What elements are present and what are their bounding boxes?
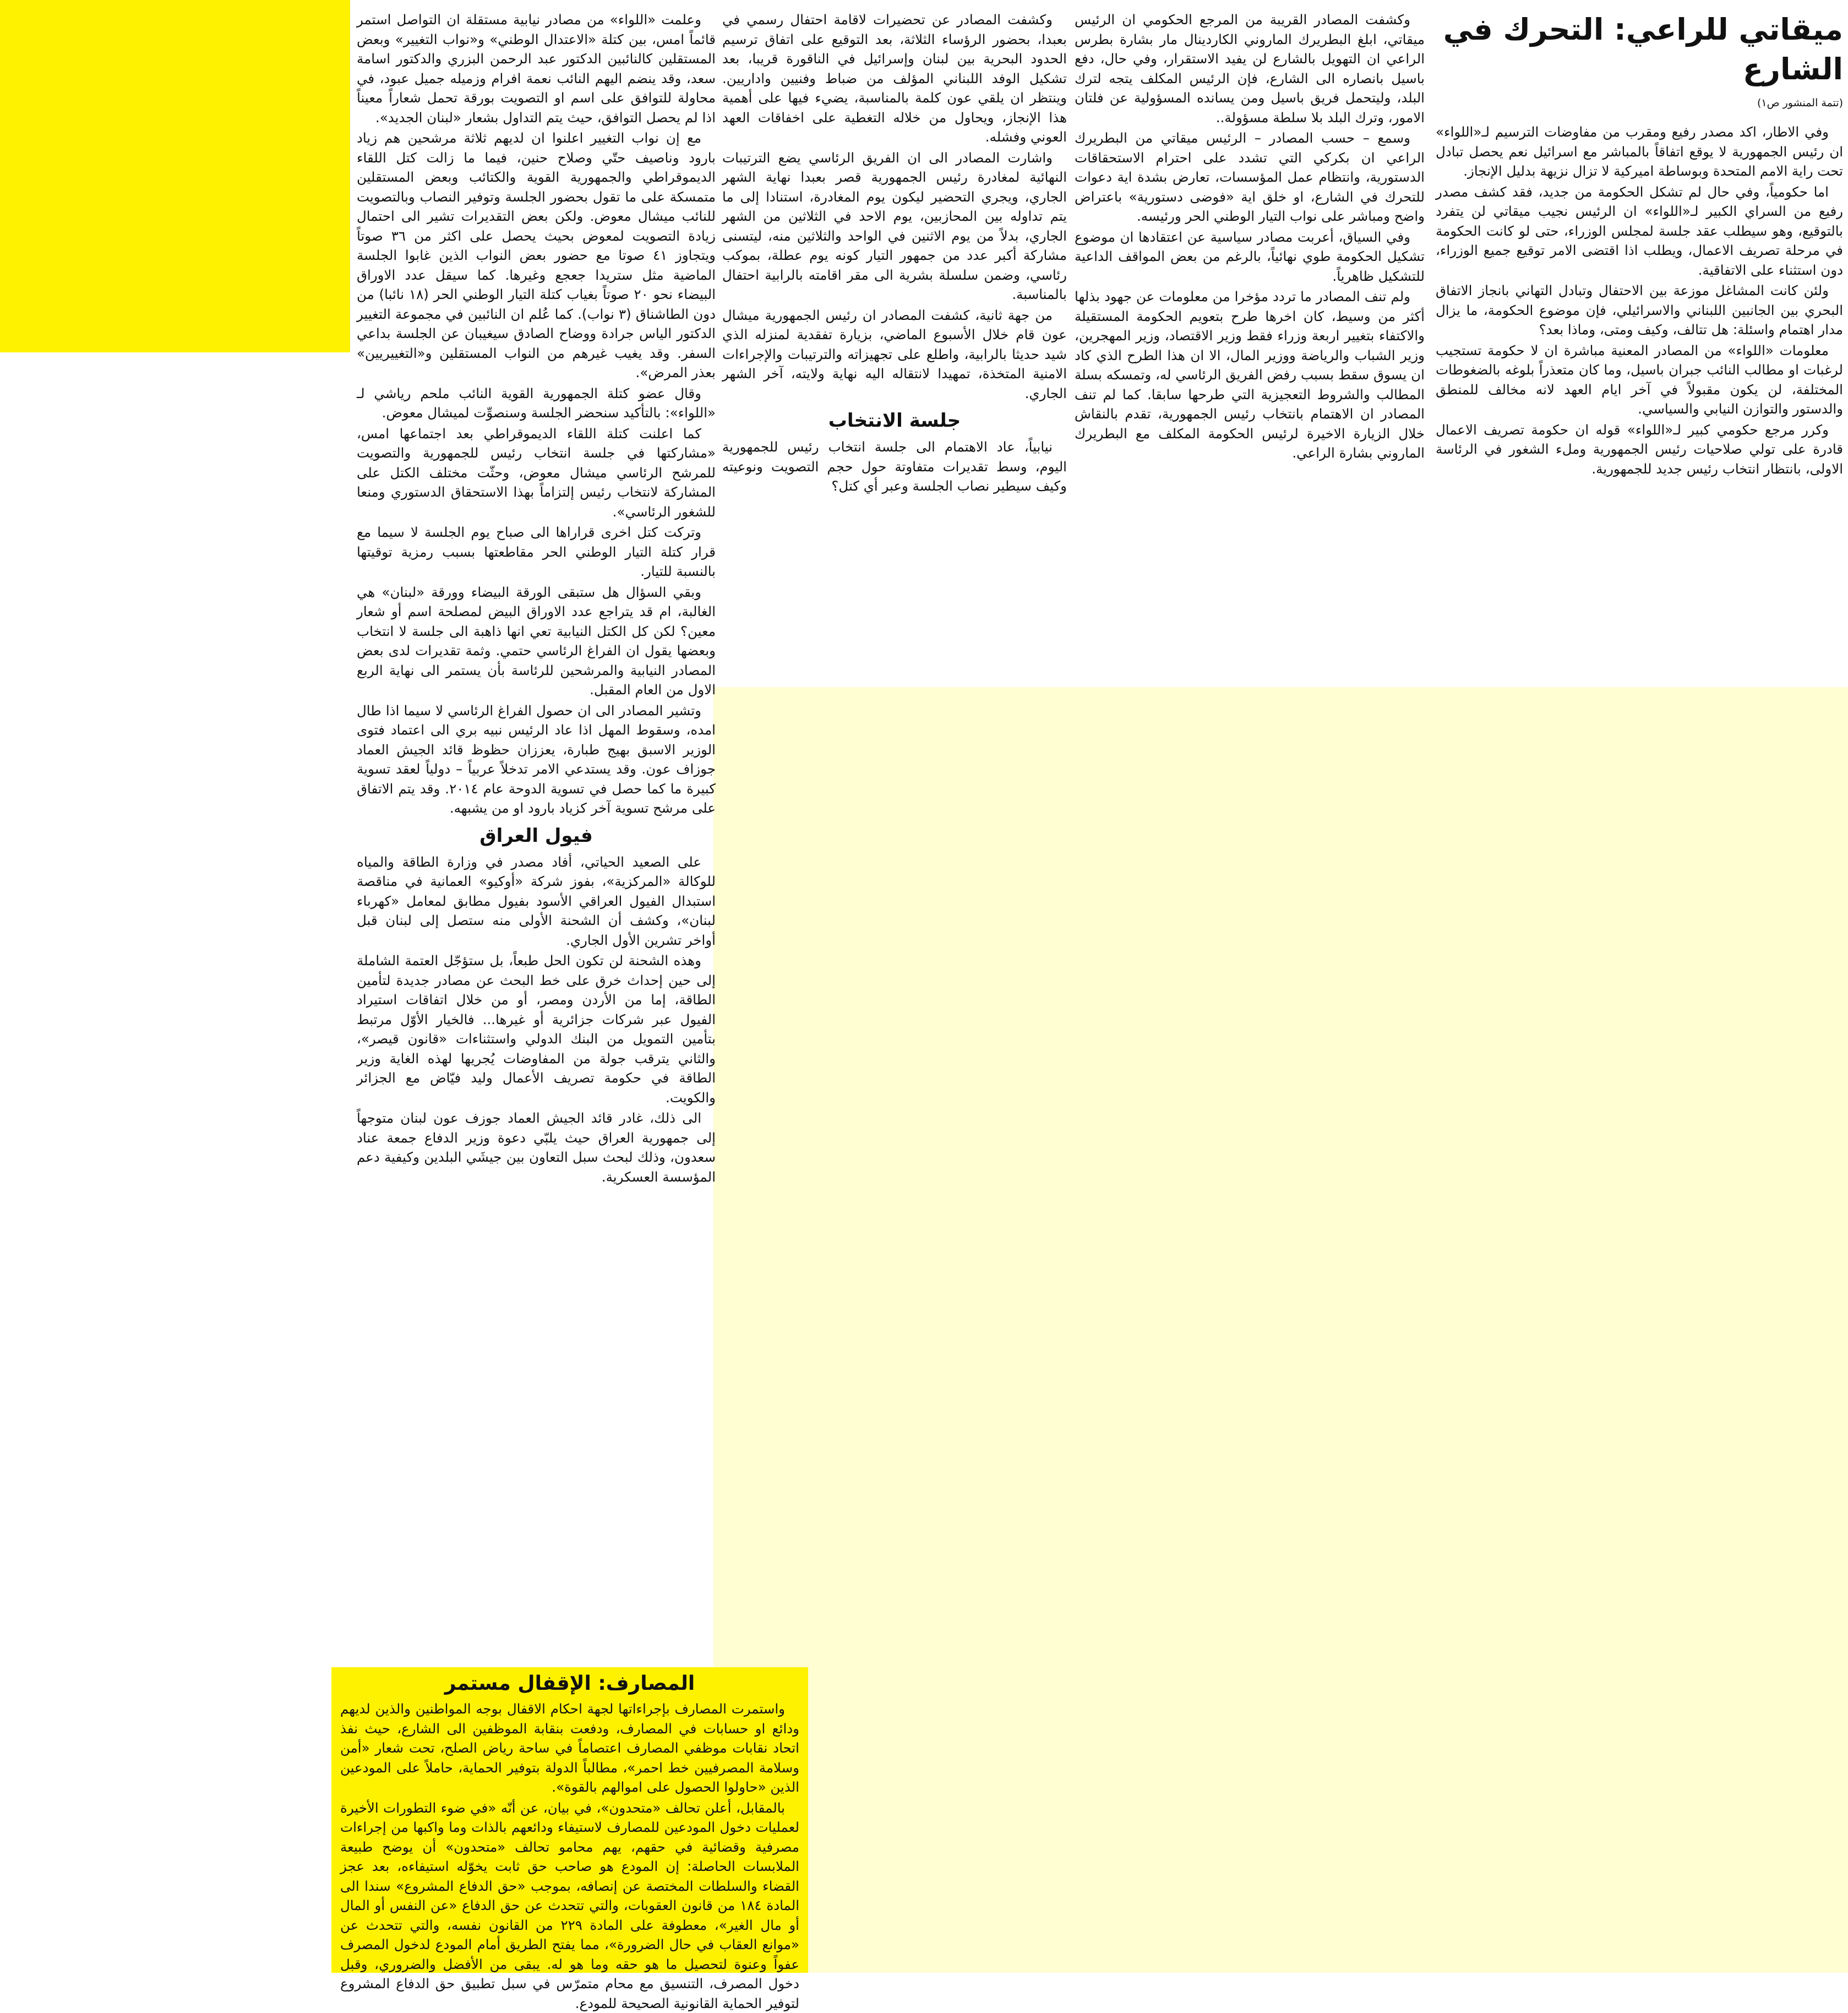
election-paragraph: وتشير المصادر الى ان حصول الفراغ الرئاسي لا سيما اذا طال امده، وسقوط المهل اذا عاد الرئيس نبيه بري الى اعتماد فتوى الوزير الاسبق بهيج طبارة، يعززان حظوظ قائد الجيش العماد جوزاف عون. وقد يستدعي الامر تدخلاً عربياً – دولياً لعقد تسوية كبيرة ما كما حصل في تسوية الدوحة عام ٢٠١٤. وقد يتم الاتفاق على مرشح تسوية آخر كزياد بارود او من يشبهه. — [357, 701, 716, 818]
lead-paragraph: وفي الاطار، اكد مصدر رفيع ومقرب من مفاوضات الترسيم لـ«اللواء» ان رئيس الجمهورية لا يوقع اتفاقاً بالمباشر مع اسرائيل نعم يحصل تبادل تحت راية الامم المتحدة وبوساطة اميركية لا تزال نزيهة بدليل الإنجاز. — [1436, 122, 1843, 181]
election-paragraph: وقال عضو كتلة الجمهورية القوية النائب ملحم رياشي لـ «اللواء»: بالتأكيد سنحضر الجلسة وسنصوِّت لميشال معوض. — [357, 384, 716, 423]
pale-yellow-panel — [713, 687, 1848, 1973]
election-paragraph: كما اعلنت كتلة اللقاء الديموقراطي بعد اجتماعها امس، «مشاركتها في جلسة انتخاب رئيس للجمهورية والتصويت للمرشح الرئاسي ميشال معوض، وحثّت مختلف الكتل على المشاركة لانتخاب رئيس إلتزاماً بهذا الاستحقاق الدستوري ومنعا للشغور الرئاسي». — [357, 424, 716, 522]
lead-column — [1436, 10, 1843, 693]
lead-paragraph: اما حكومياً، وفي حال لم تشكل الحكومة من جديد، فقد كشف مصدر رفيع من السراي الكبير لـ«اللواء» ان الرئيس نجيب ميقاتي لن يتفرد بالتوقيع، وهو سيطلب عقد جلسة لمجلس الوزراء، حتى لو كانت الحكومة في مرحلة تصريف الاعمال، ويطلب اذا اقتضى الامر توقيع جميع الوزراء، دون استثناء على الاتفاقية. — [1436, 182, 1843, 280]
lead-paragraph: وكرر مرجع حكومي كبير لـ«اللواء» قوله ان حكومة تصريف الاعمال قادرة على تولي صلاحيات رئيس الجمهورية وملء الشغور في الرئاسة الاولى، بانتظار انتخاب رئيس جديد للجمهورية. — [1436, 420, 1843, 479]
election-paragraph: نيابياً، عاد الاهتمام الى جلسة انتخاب رئيس للجمهورية اليوم، وسط تقديرات متفاوتة حول حجم التصويت ونوعيته وكيف سيطير نصاب الجلسة وعبر أي كتل؟ — [722, 437, 1067, 496]
iraq-fuel-subheading: فيول العراق — [357, 824, 716, 848]
election-subheading: جلسة الانتخاب — [722, 409, 1067, 433]
election-paragraph: وعلمت «اللواء» من مصادر نيابية مستقلة ان التواصل استمر قائماً امس، بين كتلة «الاعتدال الوطني» و«نواب التغيير» وبعض المستقلين كالنائبين الدكتور عبد الرحمن البزري والدكتور اسامة سعد، وقد ينضم اليهم النائب نعمة افرام وزميله جميل عبود، في محاولة للتوافق على اسم او التصويت بورقة تحمل شعاراً معيناً اذا لم يحصل التوافق، حيث يتم التداول بشعار «لبنان الجديد». — [357, 10, 716, 127]
article-headline: ميقاتي للراعي: التحرك في الشارع — [1436, 10, 1843, 89]
election-paragraph: مع إن نواب التغيير اعلنوا ان لديهم ثلاثة مرشحين هم زياد بارود وناصيف حتّي وصلاح حنين، فيما ما زالت كتل اللقاء الديموقراطي والجمهورية القوية والكتائب وبعض المستقلين متمسكة على ما تقول بحضور الجلسة وتوفير النصاب وبالتصويت للنائب ميشال معوض. ولكن بعض التقديرات تشير الى احتمال زيادة التصويت لمعوض بحيث يحصل على اكثر من ٣٦ صوتاً ويتجاوز ٤١ صوتا مع حضور بعض النواب الذين غابوا الجلسة الماضية مثل ستريدا جعجع وغيرها. كما سيقل عدد الاوراق البيضاء نحو ٢٠ صوتاً بغياب كتلة التيار الوطني الحر (١٨ نائبا) من دون الطاشناق (٣ نواب). كما عُلم ان النائبين في مجموعة التغيير الدكتور الياس جرادة ووضاح الصادق سيغيبان عن الجلسة بداعي السفر. وقد يغيب غيرهم من النواب المستقلين و«التغييريين» بعذر المرض». — [357, 128, 716, 383]
lead-column-continued — [1075, 10, 1425, 693]
election-paragraph: وبقي السؤال هل ستبقى الورقة البيضاء وورقة «لبنان» هي الغالبة، ام قد يتراجع عدد الاوراق البيض لمصلحة اسم أو شعار معين؟ لكن كل الكتل النيابية تعي انها ذاهبة الى جلسة لا انتخاب وبعضها يقول ان الفراغ الرئاسي حتمي. وثمة تقديرات لدى بعض المصادر النيابية والمرشحين للرئاسة بأن يستمر الى نهاية الربع الاول من العام المقبل. — [357, 583, 716, 700]
banks-subheading: المصارف: الإقفال مستمر — [340, 1672, 799, 1696]
iraq-paragraph: وهذه الشحنة لن تكون الحل طبعاً، بل ستؤجّل العتمة الشاملة إلى حين إحداث خرق على خط البحث عن مصادر جديدة لتأمين الطاقة، إما من الأردن ومصر، أو من خلال اتفاقات استيراد الفيول عبر شركات جزائرية أو غيرها... فالخيار الأوّل مرتبط بتأمين التمويل من البنك الدولي واستثناءات «قانون قيصر»، والثاني يترقب جولة من المفاوضات يُجريها لهذه الغاية وزير الطاقة في حكومة تصريف الأعمال وليد فيّاض مع الجزائر والكويت. — [357, 951, 716, 1107]
lead-paragraph: من جهة ثانية، كشفت المصادر ان رئيس الجمهورية ميشال عون قام خلال الأسبوع الماضي، بزيارة تفقدية لمنزله الذي شيد حديثا بالرابية، واطلع على تجهيزاته والترتيبات والإجراءات الامنية المتخذة، تمهيدا لانتقاله اليه نهاية ولايته، آخر الشهر الجاري. — [722, 306, 1067, 404]
lead-paragraph: وكشفت المصادر القريبة من المرجع الحكومي ان الرئيس ميقاتي، ابلغ البطريرك الماروني الكاردينال مار بشارة بطرس الراعي ان التهويل بالشارع لن يفيد الاستقرار، وفي حال، دفع باسيل بانصاره الى الشارع، فإن الرئيس المكلف يتجه لترك البلد، وليتحمل فريق باسيل ومن يسانده المسؤولية عن فلتان الامور، وترك البلد بلا سلطة مسؤولة.. — [1075, 10, 1425, 127]
lead-paragraph: ولئن كانت المشاغل موزعة بين الاحتفال وتبادل التهاني بانجاز الاتفاق البحري بين الجانبين اللبناني والاسرائيلي، فإن موضوع الحكومة، ما يزال مدار اهتمام واسئلة: هل تتالف، وكيف ومتى، وماذا بعد؟ — [1436, 281, 1843, 340]
iraq-paragraph: على الصعيد الحياتي، أفاد مصدر في وزارة الطاقة والمياه للوكالة «المركزية»، بفوز شركة «أوكيو» العمانية في مناقصة استبدال الفيول العراقي الأسود بفيول مطابق لمعامل «كهرباء لبنان»، وكشف أن الشحنة الأولى منه ستصل إلى لبنان قبل أواخر تشرين الأول الجاري. — [357, 852, 716, 950]
lead-paragraph: واشارت المصادر الى ان الفريق الرئاسي يضع الترتيبات النهائية لمغادرة رئيس الجمهورية قصر بعبدا نهاية الشهر الجاري، ويجري التحضير ليكون يوم المغادرة، استنادا إلى ما يتم تداوله بين المحازبين، يوم الاحد في الثلاثين من الشهر الجاري، بدلاً من يوم الاثنين في الواحد والثلاثين منه، ليتسنى مشاركة أكبر عدد من جمهور التيار كونه يوم عطلة، بموكب رئاسي، وضمن سلسلة بشرية الى مقر اقامته بالرابية احتفال بالمناسبة. — [722, 148, 1067, 304]
banks-paragraph: واستمرت المصارف بإجراءاتها لجهة احكام الاقفال بوجه المواطنين والذين لديهم ودائع او حسابات في المصارف، ودفعت بنقابة الموظفين الى الشارع، حيث نفذ اتحاد نقابات موظفي المصارف اعتصاماً في ساحة رياض الصلح، تحت شعار «أمن وسلامة المصرفيين خط احمر»، مطالباً الدولة بتوفير الحماية، حاملاً على المودعين الذين «حاولوا الحصول على اموالهم بالقوة». — [340, 1699, 799, 1797]
election-column — [357, 10, 716, 1659]
election-paragraph: وتركت كتل اخرى قراراها الى صباح يوم الجلسة لا سيما مع قرار كتلة التيار الوطني الحر مقاطعتها بسبب رمزية توقيتها بالنسبة للتيار. — [357, 523, 716, 581]
banks-box — [340, 1671, 799, 1971]
lead-and-election-column — [722, 10, 1067, 693]
continuation-note: (تتمة المنشور ص١) — [1436, 96, 1843, 110]
lead-paragraph: وفي السياق، أعربت مصادر سياسية عن اعتقادها ان موضوع تشكيل الحكومة طوي نهائياً، بالرغم من بعض المواقف الداعية للتشكيل ظاهرياً. — [1075, 227, 1425, 286]
banks-paragraph: بالمقابل، أعلن تحالف «متحدون»، في بيان، عن أنّه «في ضوء التطورات الأخيرة لعمليات دخول المودعين للمصارف لاستيفاء ودائعهم بالذات وما واكبها من إجراءات مصرفية وقضائية في حقهم، يهم محامو تحالف «متحدون» أن يوضح طبيعة الملابسات الحاصلة: إن المودع هو صاحب حق ثابت يخوّله استيفاءه، بعد عجز القضاء والسلطات المختصة عن إنصافه، بموجب «حق الدفاع المشروع» سندا الى المادة ١٨٤ من قانون العقوبات، والتي تتحدث عن حق الدفاع «عن النفس أو المال أو مال الغير»، معطوفة على المادة ٢٢٩ من القانون نفسه، والتي تتحدث عن «موانع العقاب في حال الضرورة»، مما يفتح الطريق أمام المودع لدخول المصرف عفواً وعنوة لتحصيل ما هو حقه وما هو له. يبقى من الأفضل والضروري، وقبل دخول المصرف، التنسيق مع محام متمرّس في سبل تطبيق حق الدفاع المشروع لتوفير الحماية القانونية الصحيحة للمودع. — [340, 1798, 799, 2013]
lead-paragraph: وسمع – حسب المصادر – الرئيس ميقاتي من البطريرك الراعي ان بكركي التي تشدد على احترام الاستحقاقات الدستورية، وانتظام عمل المؤسسات، تعارض بشدة اية دعوات للتحرك في الشارع، او خلق اية «فوضى دستورية» باعتراض واضح ومباشر على نواب التيار الوطني الحر ورئيسه. — [1075, 128, 1425, 226]
banks-highlight-box — [0, 0, 350, 352]
iraq-paragraph: الى ذلك، غادر قائد الجيش العماد جوزف عون لبنان متوجهاً إلى جمهورية العراق حيث يلبّي دعوة وزير الدفاع جمعة عناد سعدون، وذلك لبحث سبل التعاون بين جيشَي البلدين وكيفية دعم المؤسسة العسكرية. — [357, 1108, 716, 1187]
lead-paragraph: معلومات «اللواء» من المصادر المعنية مباشرة ان لا حكومة تستجيب لرغبات او مطالب النائب جبران باسيل، وما كان متعذراً بلوغه بالضغوطات المختلفة، لن يكون مقبولاً في آخر ايام العهد لانه مخالف للمنطق والدستور والتوازن النيابي والسياسي. — [1436, 341, 1843, 419]
lead-paragraph: وكشفت المصادر عن تحضيرات لاقامة احتفال رسمي في بعبدا، بحضور الرؤساء الثلاثة، بعد التوقيع على اتفاق ترسيم الحدود البحرية بين لبنان وإسرائيل في الناقورة قريبا، بعد تشكيل الوفد اللبناني المؤلف من ضباط وفنيين واداريين. وينتظر ان يلقي عون كلمة بالمناسبة، يضيء فيها على أهمية هذا الإنجاز، ويحاول من خلاله التغطية على اخفاقات العهد العوني وفشله. — [722, 10, 1067, 147]
lead-paragraph: ولم تنف المصادر ما تردد مؤخرا من معلومات عن جهود بذلها أكثر من وسيط، كان اخرها طرح بتعويم الحكومة المستقيلة والاكتفاء بتغيير اربعة وزراء فقط وزير الاقتصاد، وزير المهجرين، وزير الشباب والرياضة ووزير المال، الا ان هذا الطرح الذي كاد ان يسوق سقط بسبب رفض الفريق الرئاسي له، وتمسكه بسلة المطالب والشروط التعجيزية التي طرحها سابقا. كما لم تنف المصادر ان الاهتمام بانتخاب رئيس الجمهورية، تقدم بالنقاش خلال الزيارة الاخيرة لرئيس الحكومة المكلف مع البطريرك الماروني بشارة الراعي. — [1075, 287, 1425, 463]
